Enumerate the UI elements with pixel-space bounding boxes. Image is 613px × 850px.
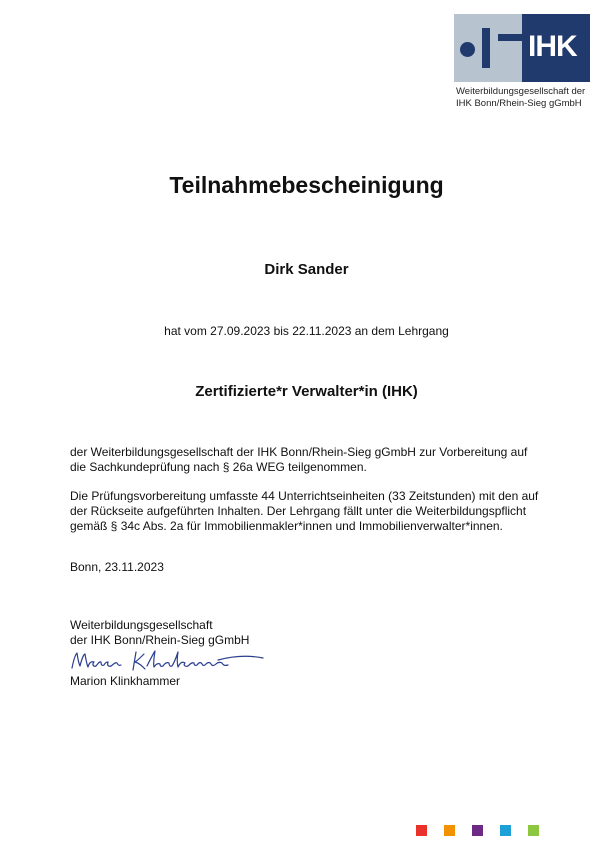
footer-color-squares xyxy=(416,825,539,836)
logo-subtitle xyxy=(456,86,585,110)
ihk-logo xyxy=(454,14,590,82)
place-date: Bonn, 23.11.2023 xyxy=(70,560,164,574)
purple-square xyxy=(472,825,483,836)
certificate-title: Teilnahmebescheinigung xyxy=(169,172,444,198)
logo-subtitle-line1: Weiterbildungsgesellschaft der xyxy=(456,86,586,97)
red-square xyxy=(416,825,427,836)
paragraph-details: Die Prüfungsvorbereitung umfasste 44 Unterrichtseinheiten (33 Zeitstunden) mit den auf der Rückseite aufgeführten Inhalten. Der Lehrgang fällt unter die Weiterbildungspflicht gemäß § 34c Abs. 2a für Immobilienmakler*innen und Immobilienverwalter*innen. xyxy=(70,489,539,533)
course-name: Zertifizierte*r Verwalter*in (IHK) xyxy=(195,383,418,400)
green-square xyxy=(528,825,539,836)
participant-name: Dirk Sander xyxy=(264,261,349,278)
signature-org-line2: der IHK Bonn/Rhein-Sieg gGmbH xyxy=(70,633,250,647)
logo-left-panel xyxy=(454,14,522,82)
signature-org-line1: Weiterbildungsgesellschaft xyxy=(70,618,213,632)
logo-dot-icon xyxy=(460,42,475,57)
paragraph-purpose: der Weiterbildungsgesellschaft der IHK Bonn/Rhein-Sieg gGmbH zur Vorbereitung auf die Sachkundeprüfung nach § 26a WEG teilgenommen. xyxy=(70,445,528,474)
logo-right-panel xyxy=(522,14,590,82)
logo-subtitle-line2: IHK Bonn/Rhein-Sieg gGmbH xyxy=(456,98,582,109)
logo-text: IHK xyxy=(528,30,577,63)
signer-name: Marion Klinkhammer xyxy=(70,674,181,688)
date-line: hat vom 27.09.2023 bis 22.11.2023 an dem Lehrgang xyxy=(164,324,449,338)
logo-stem-icon xyxy=(482,28,490,68)
blue-square xyxy=(500,825,511,836)
signature-organization xyxy=(70,618,545,648)
handwritten-signature xyxy=(68,646,268,676)
orange-square xyxy=(444,825,455,836)
